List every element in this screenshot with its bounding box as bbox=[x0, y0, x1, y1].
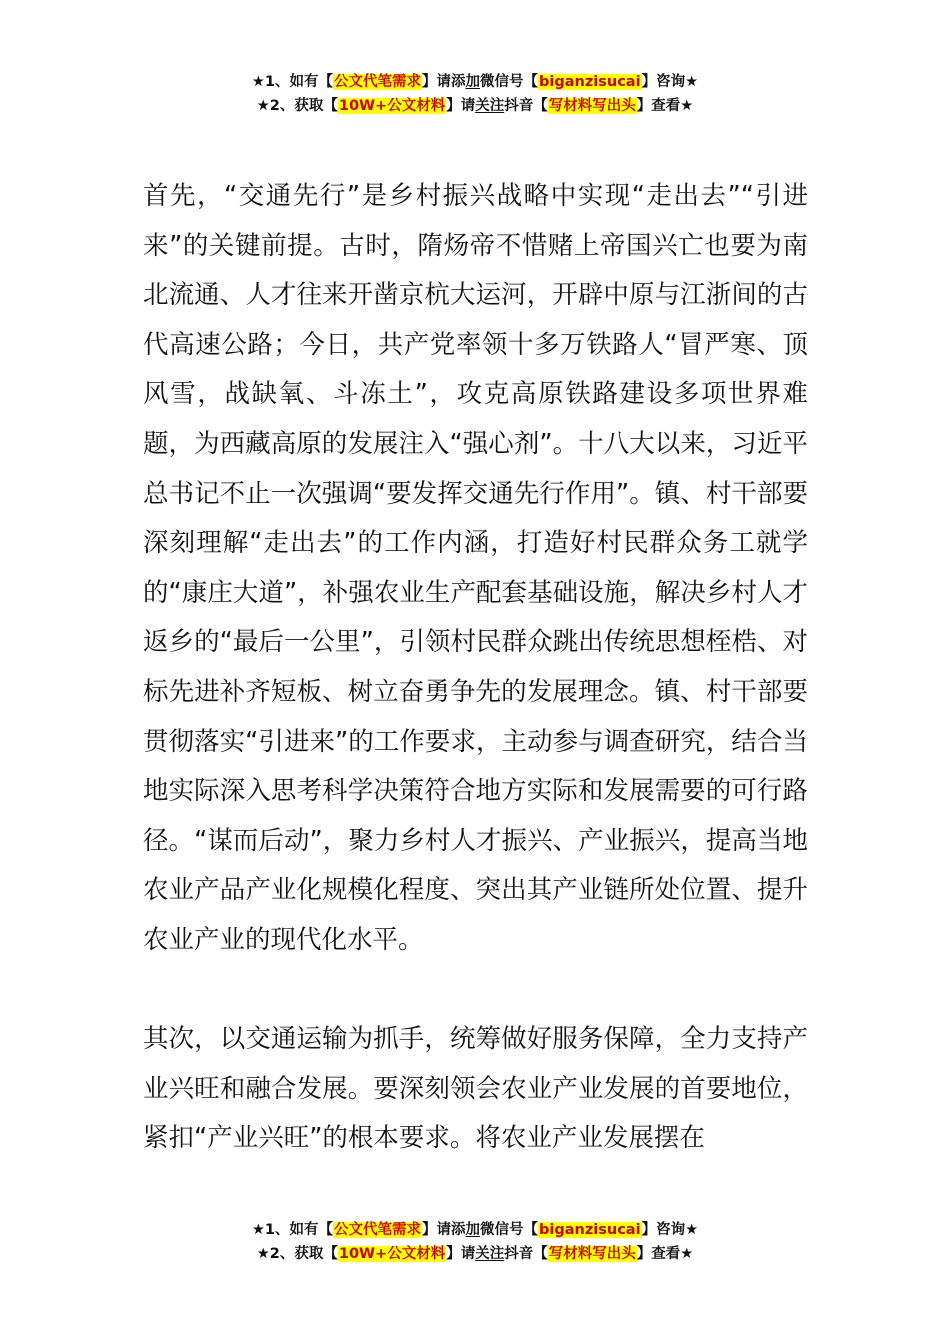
promo-text: 】查看★ bbox=[636, 98, 694, 114]
promo-text: 微信号【 bbox=[480, 74, 539, 90]
promo-underlined-text: 加 bbox=[465, 1222, 481, 1238]
document-body bbox=[143, 172, 808, 1164]
promo-line-1 bbox=[0, 70, 950, 94]
promo-highlight: 写材料写出头 bbox=[548, 98, 636, 114]
promo-text: 】请添 bbox=[422, 74, 466, 90]
promo-line-2 bbox=[0, 94, 950, 118]
promo-text: 】咨询★ bbox=[641, 1222, 699, 1238]
promo-line-2 bbox=[0, 1242, 950, 1266]
promo-text: 】请 bbox=[446, 98, 476, 114]
promo-highlight: 写材料写出头 bbox=[548, 1246, 636, 1262]
footer-promo-banner bbox=[0, 1218, 950, 1266]
promo-line-1 bbox=[0, 1218, 950, 1242]
promo-highlight: biganzisucai bbox=[539, 1222, 641, 1238]
promo-highlight: biganzisucai bbox=[539, 74, 641, 90]
promo-text: 】查看★ bbox=[636, 1246, 694, 1262]
promo-underlined-text: 关注 bbox=[475, 98, 505, 114]
promo-highlight: 公文代笔需求 bbox=[334, 1222, 422, 1238]
promo-text: 抖音【 bbox=[504, 1246, 548, 1262]
promo-highlight: 公文代笔需求 bbox=[334, 74, 422, 90]
promo-text: ★1、如有【 bbox=[251, 74, 334, 90]
promo-text: ★2、获取【 bbox=[256, 1246, 338, 1262]
promo-highlight: 10W+公文材料 bbox=[338, 98, 446, 114]
promo-underlined-text: 加 bbox=[465, 74, 481, 90]
header-promo-banner bbox=[0, 70, 950, 118]
paragraph-1: 首先，“交通先行”是乡村振兴战略中实现“走出去”“引进来”的关键前提。古时，隋炀帝不惜赌上帝国兴亡也要为南北流通、人才往来开凿京杭大运河，开辟中原与江浙间的古代高速公路；今日，共产党率领十多万铁路人“冒严寒、顶风雪，战缺氧、斗冻土”，攻克高原铁路建设多项世界难题，为西藏高原的发展注入“强心剂”。十八大以来，习近平总书记不止一次强调“要发挥交通先行作用”。镇、村干部要深刻理解“走出去”的工作内涵，打造好村民群众务工就学的“康庄大道”，补强农业生产配套基础设施，解决乡村人才返乡的“最后一公里”，引领村民群众跳出传统思想桎梏、对标先进补齐短板、树立奋勇争先的发展理念。镇、村干部要贯彻落实“引进来”的工作要求，主动参与调查研究，结合当地实际深入思考科学决策符合地方实际和发展需要的可行路径。“谋而后动”，聚力乡村人才振兴、产业振兴，提高当地农业产品产业化规模化程度、突出其产业链所处位置、提升农业产业的现代化水平。 bbox=[143, 181, 808, 955]
promo-text: 】咨询★ bbox=[641, 74, 699, 90]
promo-text: ★1、如有【 bbox=[251, 1222, 334, 1238]
promo-underlined-text: 关注 bbox=[475, 1246, 505, 1262]
promo-text: 】请 bbox=[446, 1246, 476, 1262]
promo-text: 抖音【 bbox=[504, 98, 548, 114]
paragraph-2: 其次，以交通运输为抓手，统筹做好服务保障，全力支持产业兴旺和融合发展。要深刻领会农业产业发展的首要地位，紧扣“产业兴旺”的根本要求。将农业产业发展摆在 bbox=[143, 1024, 808, 1154]
promo-highlight: 10W+公文材料 bbox=[338, 1246, 446, 1262]
promo-text: 微信号【 bbox=[480, 1222, 539, 1238]
promo-text: 】请添 bbox=[422, 1222, 466, 1238]
promo-text: ★2、获取【 bbox=[256, 98, 338, 114]
